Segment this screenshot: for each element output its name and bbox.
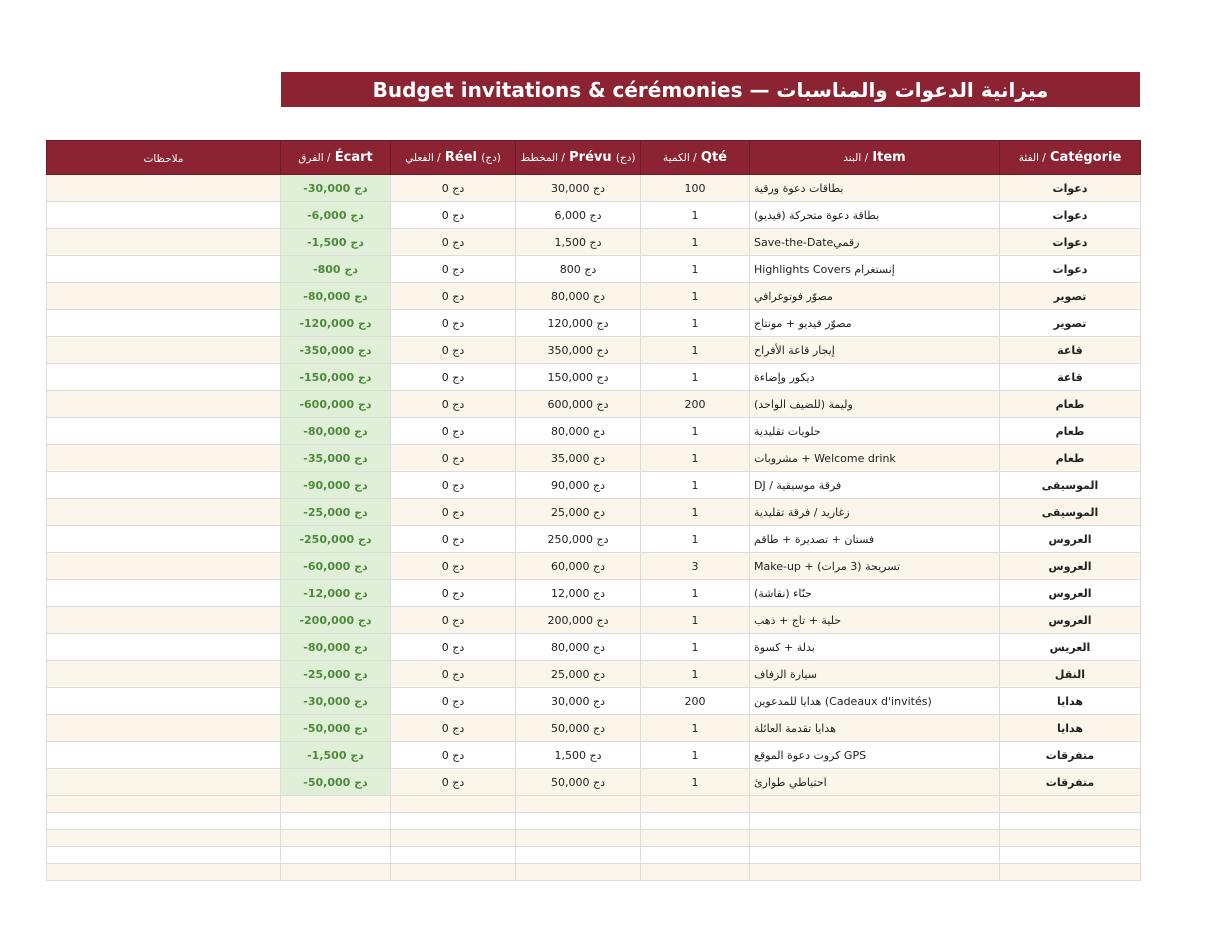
reel-cell[interactable]: 0 دج (391, 202, 516, 229)
table-row (47, 580, 1141, 607)
qte-cell[interactable]: 1 (641, 634, 750, 661)
empty-cell[interactable] (281, 847, 391, 864)
notes-cell[interactable] (47, 769, 281, 796)
header-prevu[interactable]: المخطط / Prévu (دج) (516, 141, 641, 175)
table-row (47, 202, 1141, 229)
categorie-cell[interactable]: متفرقات (1000, 769, 1141, 796)
ecart-cell[interactable]: -200,000 دج (281, 607, 391, 634)
sheet-title: Budget invitations & cérémonies — ميزانية الدعوات والمناسبات (281, 72, 1140, 107)
notes-cell[interactable] (47, 634, 281, 661)
categorie-cell[interactable]: تصوير (1000, 283, 1141, 310)
prevu-cell[interactable]: 50,000 دج (516, 769, 641, 796)
table-row (47, 391, 1141, 418)
categorie-cell[interactable]: متفرقات (1000, 742, 1141, 769)
prevu-cell[interactable]: 200,000 دج (516, 607, 641, 634)
table-row (47, 175, 1141, 202)
empty-cell[interactable] (281, 830, 391, 847)
empty-cell[interactable] (281, 796, 391, 813)
item-cell[interactable]: DJ / فرقة موسيقية (750, 472, 1000, 499)
qte-cell[interactable]: 1 (641, 661, 750, 688)
categorie-cell[interactable]: قاعة (1000, 364, 1141, 391)
table-row (47, 445, 1141, 472)
reel-cell[interactable]: 0 دج (391, 661, 516, 688)
notes-cell[interactable] (47, 526, 281, 553)
empty-cell[interactable] (641, 847, 750, 864)
item-cell[interactable]: مصوّر فوتوغرافي (750, 283, 1000, 310)
reel-cell[interactable]: 0 دج (391, 364, 516, 391)
ecart-cell[interactable]: -50,000 دج (281, 769, 391, 796)
table-row (47, 229, 1141, 256)
table-row (47, 607, 1141, 634)
empty-row (47, 796, 1141, 813)
ecart-cell[interactable]: -90,000 دج (281, 472, 391, 499)
reel-cell[interactable]: 0 دج (391, 337, 516, 364)
empty-cell[interactable] (516, 813, 641, 830)
ecart-cell[interactable]: -80,000 دج (281, 283, 391, 310)
categorie-cell[interactable]: طعام (1000, 445, 1141, 472)
notes-cell[interactable] (47, 364, 281, 391)
item-cell[interactable]: Make-up + تسريحة (3 مرات) (750, 553, 1000, 580)
item-cell[interactable]: سيارة الزفاف (750, 661, 1000, 688)
categorie-cell[interactable]: النقل (1000, 661, 1141, 688)
notes-cell[interactable] (47, 607, 281, 634)
categorie-cell[interactable]: العريس (1000, 634, 1141, 661)
reel-cell[interactable]: 0 دج (391, 580, 516, 607)
item-cell[interactable]: مشروبات + Welcome drink (750, 445, 1000, 472)
item-cell[interactable]: وليمة (للضيف الواحد) (750, 391, 1000, 418)
categorie-cell[interactable]: دعوات (1000, 256, 1141, 283)
ecart-cell[interactable]: -600,000 دج (281, 391, 391, 418)
notes-cell[interactable] (47, 499, 281, 526)
reel-cell[interactable]: 0 دج (391, 229, 516, 256)
item-cell[interactable]: زغاريد / فرقة تقليدية (750, 499, 1000, 526)
categorie-cell[interactable]: هدايا (1000, 715, 1141, 742)
qte-cell[interactable]: 1 (641, 607, 750, 634)
categorie-cell[interactable]: تصوير (1000, 310, 1141, 337)
qte-cell[interactable]: 1 (641, 472, 750, 499)
empty-cell[interactable] (391, 847, 516, 864)
ecart-cell[interactable]: -30,000 دج (281, 175, 391, 202)
empty-cell[interactable] (47, 864, 281, 881)
item-cell[interactable]: حلية + تاج + ذهب (750, 607, 1000, 634)
table-row (47, 742, 1141, 769)
prevu-cell[interactable]: 50,000 دج (516, 715, 641, 742)
empty-cell[interactable] (281, 813, 391, 830)
qte-cell[interactable]: 1 (641, 418, 750, 445)
empty-cell[interactable] (281, 864, 391, 881)
prevu-cell[interactable]: 35,000 دج (516, 445, 641, 472)
empty-cell[interactable] (750, 796, 1000, 813)
reel-cell[interactable]: 0 دج (391, 472, 516, 499)
empty-cell[interactable] (641, 796, 750, 813)
header-item[interactable]: البند / Item (750, 141, 1000, 175)
prevu-cell[interactable]: 12,000 دج (516, 580, 641, 607)
qte-cell[interactable]: 1 (641, 256, 750, 283)
header-qte[interactable]: الكمية / Qté (641, 141, 750, 175)
ecart-cell[interactable]: -250,000 دج (281, 526, 391, 553)
table-row (47, 769, 1141, 796)
prevu-cell[interactable]: 250,000 دج (516, 526, 641, 553)
notes-cell[interactable] (47, 256, 281, 283)
empty-row (47, 847, 1141, 864)
prevu-cell[interactable]: 6,000 دج (516, 202, 641, 229)
table-row (47, 418, 1141, 445)
table-row (47, 472, 1141, 499)
ecart-cell[interactable]: -120,000 دج (281, 310, 391, 337)
qte-cell[interactable]: 1 (641, 526, 750, 553)
reel-cell[interactable]: 0 دج (391, 634, 516, 661)
empty-cell[interactable] (750, 813, 1000, 830)
empty-cell[interactable] (641, 864, 750, 881)
categorie-cell[interactable]: العروس (1000, 553, 1141, 580)
qte-cell[interactable]: 1 (641, 310, 750, 337)
categorie-cell[interactable]: العروس (1000, 580, 1141, 607)
notes-cell[interactable] (47, 310, 281, 337)
table-row (47, 283, 1141, 310)
categorie-cell[interactable]: هدايا (1000, 688, 1141, 715)
item-cell[interactable]: بطاقات دعوة ورقية (750, 175, 1000, 202)
empty-cell[interactable] (516, 864, 641, 881)
empty-row (47, 864, 1141, 881)
prevu-cell[interactable]: 800 دج (516, 256, 641, 283)
qte-cell[interactable]: 1 (641, 769, 750, 796)
qte-cell[interactable]: 1 (641, 364, 750, 391)
qte-cell[interactable]: 1 (641, 229, 750, 256)
prevu-cell[interactable]: 350,000 دج (516, 337, 641, 364)
qte-cell[interactable]: 200 (641, 391, 750, 418)
empty-cell[interactable] (47, 830, 281, 847)
item-cell[interactable]: حلويات تقليدية (750, 418, 1000, 445)
table-row (47, 634, 1141, 661)
reel-cell[interactable]: 0 دج (391, 499, 516, 526)
notes-cell[interactable] (47, 688, 281, 715)
table-row (47, 256, 1141, 283)
reel-cell[interactable]: 0 دج (391, 418, 516, 445)
qte-cell[interactable]: 200 (641, 688, 750, 715)
empty-cell[interactable] (1000, 864, 1141, 881)
table-row (47, 661, 1141, 688)
categorie-cell[interactable]: دعوات (1000, 175, 1141, 202)
ecart-cell[interactable]: -60,000 دج (281, 553, 391, 580)
header-reel[interactable]: الفعلي / Réel (دج) (391, 141, 516, 175)
empty-cell[interactable] (750, 864, 1000, 881)
item-cell[interactable]: حنّاء (نقاشة) (750, 580, 1000, 607)
notes-cell[interactable] (47, 742, 281, 769)
empty-cell[interactable] (1000, 813, 1141, 830)
ecart-cell[interactable]: -80,000 دج (281, 418, 391, 445)
prevu-cell[interactable]: 80,000 دج (516, 283, 641, 310)
empty-cell[interactable] (47, 847, 281, 864)
prevu-cell[interactable]: 150,000 دج (516, 364, 641, 391)
item-cell[interactable]: بدلة + كسوة (750, 634, 1000, 661)
table-row (47, 688, 1141, 715)
prevu-cell[interactable]: 25,000 دج (516, 661, 641, 688)
prevu-cell[interactable]: 25,000 دج (516, 499, 641, 526)
item-cell[interactable]: كروت دعوة الموقع GPS (750, 742, 1000, 769)
qte-cell[interactable]: 1 (641, 445, 750, 472)
prevu-cell[interactable]: 80,000 دج (516, 634, 641, 661)
table-row (47, 715, 1141, 742)
categorie-cell[interactable]: الموسيقى (1000, 499, 1141, 526)
table-row (47, 310, 1141, 337)
categorie-cell[interactable]: دعوات (1000, 229, 1141, 256)
ecart-cell[interactable]: -800 دج (281, 256, 391, 283)
reel-cell[interactable]: 0 دج (391, 553, 516, 580)
ecart-cell[interactable]: -30,000 دج (281, 688, 391, 715)
notes-cell[interactable] (47, 472, 281, 499)
notes-cell[interactable] (47, 661, 281, 688)
categorie-cell[interactable]: طعام (1000, 418, 1141, 445)
ecart-cell[interactable]: -1,500 دج (281, 229, 391, 256)
qte-cell[interactable]: 3 (641, 553, 750, 580)
notes-cell[interactable] (47, 553, 281, 580)
table-row (47, 337, 1141, 364)
ecart-cell[interactable]: -25,000 دج (281, 661, 391, 688)
qte-cell[interactable]: 1 (641, 742, 750, 769)
qte-cell[interactable]: 1 (641, 580, 750, 607)
budget-table (46, 140, 1141, 881)
notes-cell[interactable] (47, 445, 281, 472)
header-row (47, 141, 1141, 175)
notes-cell[interactable] (47, 418, 281, 445)
prevu-cell[interactable]: 90,000 دج (516, 472, 641, 499)
empty-cell[interactable] (47, 813, 281, 830)
empty-cell[interactable] (516, 796, 641, 813)
categorie-cell[interactable]: قاعة (1000, 337, 1141, 364)
empty-cell[interactable] (391, 830, 516, 847)
reel-cell[interactable]: 0 دج (391, 391, 516, 418)
empty-cell[interactable] (391, 813, 516, 830)
empty-cell[interactable] (1000, 796, 1141, 813)
ecart-cell[interactable]: -50,000 دج (281, 715, 391, 742)
table-row (47, 526, 1141, 553)
ecart-cell[interactable]: -12,000 دج (281, 580, 391, 607)
qte-cell[interactable]: 100 (641, 175, 750, 202)
empty-cell[interactable] (750, 847, 1000, 864)
empty-cell[interactable] (750, 830, 1000, 847)
reel-cell[interactable]: 0 دج (391, 310, 516, 337)
item-cell[interactable]: احتياطي طوارئ (750, 769, 1000, 796)
item-cell[interactable]: هدايا تقدمة العائلة (750, 715, 1000, 742)
table-row (47, 553, 1141, 580)
item-cell[interactable]: فستان + تصديرة + طاقم (750, 526, 1000, 553)
item-cell[interactable]: مصوّر فيديو + مونتاج (750, 310, 1000, 337)
ecart-cell[interactable]: -150,000 دج (281, 364, 391, 391)
qte-cell[interactable]: 1 (641, 283, 750, 310)
empty-cell[interactable] (641, 830, 750, 847)
ecart-cell[interactable]: -80,000 دج (281, 634, 391, 661)
prevu-cell[interactable]: 120,000 دج (516, 310, 641, 337)
prevu-cell[interactable]: 30,000 دج (516, 175, 641, 202)
item-cell[interactable]: Highlights Covers إنستغرام (750, 256, 1000, 283)
reel-cell[interactable]: 0 دج (391, 769, 516, 796)
reel-cell[interactable]: 0 دج (391, 715, 516, 742)
notes-cell[interactable] (47, 391, 281, 418)
reel-cell[interactable]: 0 دج (391, 742, 516, 769)
categorie-cell[interactable]: دعوات (1000, 202, 1141, 229)
qte-cell[interactable]: 1 (641, 715, 750, 742)
notes-cell[interactable] (47, 580, 281, 607)
categorie-cell[interactable]: الموسيقى (1000, 472, 1141, 499)
prevu-cell[interactable]: 30,000 دج (516, 688, 641, 715)
empty-row (47, 813, 1141, 830)
ecart-cell[interactable]: -25,000 دج (281, 499, 391, 526)
reel-cell[interactable]: 0 دج (391, 283, 516, 310)
header-categorie[interactable]: الفئة / Catégorie (1000, 141, 1141, 175)
prevu-cell[interactable]: 1,500 دج (516, 229, 641, 256)
budget-body (47, 175, 1141, 881)
header-ecart[interactable]: الفرق / Écart (281, 141, 391, 175)
ecart-cell[interactable]: -35,000 دج (281, 445, 391, 472)
header-notes[interactable]: ملاحظات (47, 141, 281, 175)
item-cell[interactable]: إيجار قاعة الأفراح (750, 337, 1000, 364)
prevu-cell[interactable]: 1,500 دج (516, 742, 641, 769)
reel-cell[interactable]: 0 دج (391, 445, 516, 472)
reel-cell[interactable]: 0 دج (391, 607, 516, 634)
empty-cell[interactable] (391, 864, 516, 881)
reel-cell[interactable]: 0 دج (391, 256, 516, 283)
item-cell[interactable]: بطاقة دعوة متحركة (فيديو) (750, 202, 1000, 229)
notes-cell[interactable] (47, 337, 281, 364)
empty-row (47, 830, 1141, 847)
reel-cell[interactable]: 0 دج (391, 526, 516, 553)
empty-cell[interactable] (516, 830, 641, 847)
qte-cell[interactable]: 1 (641, 337, 750, 364)
categorie-cell[interactable]: العروس (1000, 526, 1141, 553)
categorie-cell[interactable]: طعام (1000, 391, 1141, 418)
item-cell[interactable]: ديكور وإضاءة (750, 364, 1000, 391)
prevu-cell[interactable]: 600,000 دج (516, 391, 641, 418)
qte-cell[interactable]: 1 (641, 202, 750, 229)
notes-cell[interactable] (47, 175, 281, 202)
ecart-cell[interactable]: -6,000 دج (281, 202, 391, 229)
empty-cell[interactable] (1000, 847, 1141, 864)
prevu-cell[interactable]: 60,000 دج (516, 553, 641, 580)
ecart-cell[interactable]: -350,000 دج (281, 337, 391, 364)
table-row (47, 499, 1141, 526)
empty-cell[interactable] (47, 796, 281, 813)
empty-cell[interactable] (516, 847, 641, 864)
reel-cell[interactable]: 0 دج (391, 688, 516, 715)
ecart-cell[interactable]: -1,500 دج (281, 742, 391, 769)
item-cell[interactable]: هدايا للمدعوين (Cadeaux d'invités) (750, 688, 1000, 715)
empty-cell[interactable] (1000, 830, 1141, 847)
table-row (47, 364, 1141, 391)
notes-cell[interactable] (47, 229, 281, 256)
notes-cell[interactable] (47, 202, 281, 229)
empty-cell[interactable] (391, 796, 516, 813)
qte-cell[interactable]: 1 (641, 499, 750, 526)
prevu-cell[interactable]: 80,000 دج (516, 418, 641, 445)
notes-cell[interactable] (47, 283, 281, 310)
reel-cell[interactable]: 0 دج (391, 175, 516, 202)
notes-cell[interactable] (47, 715, 281, 742)
item-cell[interactable]: Save-the-Dateرقمي (750, 229, 1000, 256)
categorie-cell[interactable]: العروس (1000, 607, 1141, 634)
empty-cell[interactable] (641, 813, 750, 830)
